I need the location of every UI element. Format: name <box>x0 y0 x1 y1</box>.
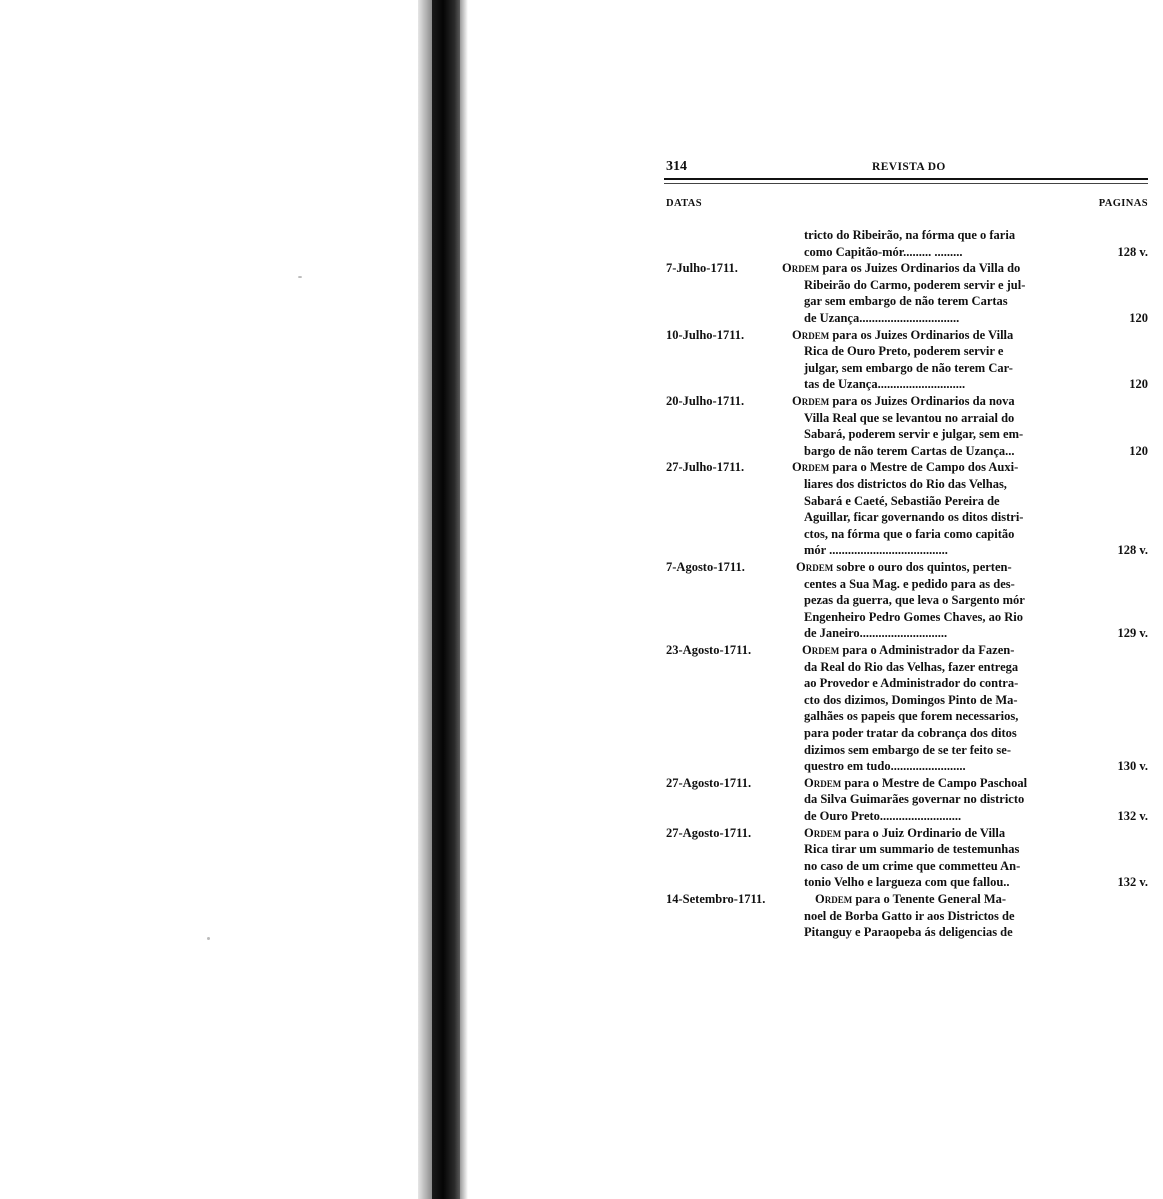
entry-keyword: Ordem <box>802 643 840 657</box>
entry-date: 27-Julho-1711. <box>666 460 745 475</box>
entry-text: Sabará, poderem servir e julgar, sem em- <box>804 427 1024 442</box>
entry-keyword: Ordem <box>796 560 834 574</box>
entry-text-line <box>804 526 1014 542</box>
entry-page-ref: 132 v. <box>1117 875 1148 890</box>
entry-text-line <box>804 659 1018 675</box>
entry-text-line <box>804 576 1015 592</box>
entry-text: para o Tenente General Ma- <box>855 892 1007 906</box>
page-edge <box>460 0 468 1199</box>
entry-keyword: Ordem <box>792 327 830 342</box>
entry-text-line <box>804 775 1027 791</box>
entry-text: para os Juizes Ordinarios de Villa <box>832 327 1014 342</box>
entry-date: 20-Julho-1711. <box>666 394 745 408</box>
entry-text-line <box>815 891 1006 907</box>
entry-keyword: Ordem <box>804 775 842 790</box>
entry-text-line <box>804 509 1023 525</box>
entry-text-line <box>804 742 1011 758</box>
entry-text: para o Administrador da Fazen- <box>842 643 1015 657</box>
entry-text-line <box>804 244 963 260</box>
entry-text-line <box>804 227 1015 243</box>
entry-page-ref: 120 <box>1129 311 1148 325</box>
page-number: 314 <box>666 159 687 174</box>
entry-text: tricto do Ribeirão, na fórma que o faria <box>804 228 1016 242</box>
entry-text-line <box>804 293 1008 309</box>
entry-keyword: Ordem <box>782 261 820 276</box>
entry-text: para o Mestre de Campo Paschoal <box>844 775 1028 790</box>
entry-text: liares dos districtos do Rio das Velhas, <box>804 477 1007 491</box>
entry-text: Rica tirar um summario de testemunhas <box>804 842 1020 857</box>
entry-page-ref: 128 v. <box>1117 543 1148 558</box>
entry-text: ctos, na fórma que o faria como capitão <box>804 526 1015 541</box>
entry-text: no caso de um crime que commetteu An- <box>804 858 1021 873</box>
entry-date: 14-Setembro-1711. <box>666 892 766 906</box>
entry-text: mór ...................................... <box>804 543 948 558</box>
entry-text-line <box>804 343 1003 359</box>
entry-date: 27-Agosto-1711. <box>666 775 752 790</box>
entry-text: galhães os papeis que forem necessarios, <box>804 709 1019 724</box>
entry-text-line <box>804 808 961 824</box>
entry-text: julgar, sem embargo de não terem Car- <box>804 360 1013 375</box>
entry-page-ref: 130 v. <box>1117 759 1148 774</box>
entry-text-line <box>792 327 1013 343</box>
entry-text-line <box>804 708 1018 724</box>
entry-text: para os Juizes Ordinarios da nova <box>832 394 1015 408</box>
entry-text: bargo de não terem Cartas de Uzança... <box>804 443 1015 458</box>
entry-text: Ribeirão do Carmo, poderem servir e jul- <box>804 277 1026 292</box>
entry-text: Engenheiro Pedro Gomes Chaves, ao Rio <box>804 609 1023 624</box>
entry-text: sobre o ouro dos quintos, perten- <box>836 560 1012 574</box>
entry-text: dizimos sem embargo de se ter feito se- <box>804 742 1012 757</box>
entry-text: para o Mestre de Campo dos Auxi- <box>832 460 1019 475</box>
entry-text: de Ouro Preto.......................... <box>804 809 962 823</box>
book-gutter-shadow <box>418 0 432 1199</box>
paper-speck <box>298 276 302 278</box>
entry-text-line <box>804 310 959 326</box>
entry-text-line <box>804 791 1024 807</box>
entry-text: de Uzança................................ <box>804 311 960 325</box>
entry-text-line <box>804 476 1007 492</box>
entry-text-line <box>782 260 1020 276</box>
entry-text-line <box>804 725 1017 741</box>
column-header-dates: DATAS <box>666 198 703 209</box>
entry-text: de Janeiro............................ <box>804 626 948 641</box>
entry-text-line <box>804 592 1025 608</box>
entry-text-line <box>804 692 1018 708</box>
entry-text: ao Provedor e Administrador do contra- <box>804 676 1019 691</box>
entry-text: Aguillar, ficar governando os ditos distri- <box>804 510 1024 525</box>
entry-text-line <box>802 642 1014 658</box>
entry-text-line <box>804 874 1010 890</box>
entry-text: gar sem embargo de não terem Cartas <box>804 294 1008 309</box>
entry-text-line <box>804 625 947 641</box>
entry-date: 7-Agosto-1711. <box>666 560 745 574</box>
entry-text-line <box>804 908 1015 924</box>
entry-date: 10-Julho-1711. <box>666 327 745 342</box>
running-title: REVISTA DO <box>872 161 946 173</box>
entry-text-line <box>804 825 1005 841</box>
entry-keyword: Ordem <box>792 460 830 475</box>
entry-text: noel de Borba Gatto ir aos Districtos de <box>804 908 1015 923</box>
entry-text: cto dos dizimos, Domingos Pinto de Ma- <box>804 692 1018 707</box>
entry-text-line <box>792 393 1015 409</box>
entry-page-ref: 128 v. <box>1117 244 1148 259</box>
entry-text-line <box>804 542 948 558</box>
entry-keyword: Ordem <box>792 394 830 408</box>
entry-text-line <box>804 410 1014 426</box>
entry-text-line <box>804 841 1019 857</box>
column-header-pages: PAGINAS <box>1098 198 1148 209</box>
page-header <box>664 159 1148 179</box>
entry-text-line <box>804 675 1018 691</box>
entry-text-line <box>792 459 1018 475</box>
entry-text: da Silva Guimarães governar no districto <box>804 792 1025 807</box>
entry-text: pezas da guerra, que leva o Sargento mór <box>804 593 1025 608</box>
entry-text-line <box>804 443 1015 459</box>
entry-text: Villa Real que se levantou no arraial do <box>804 410 1015 425</box>
book-spine <box>432 0 460 1199</box>
entry-text: tas de Uzança............................ <box>804 377 966 392</box>
entry-text: da Real do Rio das Velhas, fazer entrega <box>804 659 1019 674</box>
entry-date: 27-Agosto-1711. <box>666 825 752 840</box>
entry-text: tonio Velho e largueza com que fallou.. <box>804 875 1010 890</box>
paper-speck <box>207 937 210 940</box>
entry-text: para o Juiz Ordinario de Villa <box>844 825 1006 840</box>
entry-page-ref: 132 v. <box>1117 809 1148 823</box>
entry-text-line <box>804 426 1023 442</box>
entry-keyword: Ordem <box>815 892 853 906</box>
entry-text: questro em tudo........................ <box>804 759 966 774</box>
entry-text-line <box>804 493 1000 509</box>
document-page <box>664 150 1148 1030</box>
entry-page-ref: 129 v. <box>1117 626 1148 641</box>
entry-text: para poder tratar da cobrança dos ditos <box>804 726 1017 740</box>
entry-page-ref: 120 <box>1129 443 1148 458</box>
entry-text-line <box>804 360 1013 376</box>
entry-text: para os Juizes Ordinarios da Villa do <box>822 261 1021 276</box>
entry-text: Pitanguy e Paraopeba ás deligencias de <box>804 925 1013 940</box>
entry-text: Sabará e Caeté, Sebastião Pereira de <box>804 493 1000 508</box>
entry-text-line <box>804 609 1023 625</box>
entry-text: como Capitão-mór......... ......... <box>804 244 963 259</box>
header-rule <box>664 178 1148 184</box>
entry-text-line <box>804 376 965 392</box>
entry-date: 7-Julho-1711. <box>666 261 738 276</box>
entry-page-ref: 120 <box>1129 377 1148 392</box>
entry-keyword: Ordem <box>804 825 842 840</box>
entry-text-line <box>796 559 1012 575</box>
entry-text-line <box>804 858 1020 874</box>
entry-text-line <box>804 277 1025 293</box>
entry-text: centes a Sua Mag. e pedido para as des- <box>804 576 1015 591</box>
entry-date: 23-Agosto-1711. <box>666 643 752 657</box>
entry-text: Rica de Ouro Preto, poderem servir e <box>804 344 1004 359</box>
entry-text-line <box>804 758 966 774</box>
entry-text-line <box>804 924 1013 940</box>
